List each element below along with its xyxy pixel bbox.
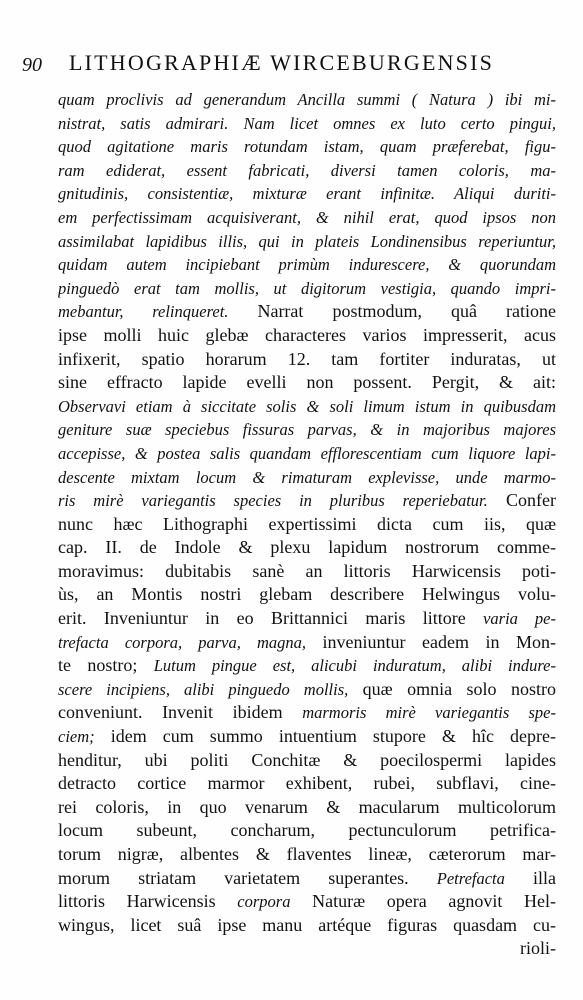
roman-text-segment: morum striatam varietatem superantes. — [58, 867, 437, 888]
text-line — [58, 654, 556, 678]
roman-text-segment: nunc hæc Lithographi expertissimi dicta cum iis, quæ — [58, 513, 556, 534]
roman-text-segment: infixerit, spatio horarum 12. tam fortiter induratas, ut — [58, 348, 556, 369]
text-line — [58, 631, 556, 655]
italic-text-segment: corpora — [237, 892, 291, 912]
roman-text-segment: moravimus: dubitabis sanè an littoris Harwicensis poti- — [58, 560, 556, 581]
text-line — [58, 135, 556, 159]
text-line — [58, 88, 556, 112]
text-line — [58, 937, 556, 961]
text-line — [58, 159, 556, 183]
text-line — [58, 418, 556, 442]
text-line — [58, 749, 556, 773]
roman-text-segment: te nostro; — [58, 655, 154, 676]
roman-text-segment: detracto cortice marmor exhibent, rubei, subflavi, cine- — [58, 773, 556, 794]
roman-text-segment: ipse molli huic glebæ characteres varios impresserit, acus — [58, 324, 556, 345]
text-line — [58, 772, 556, 796]
text-line — [58, 607, 556, 631]
roman-text-segment: rei coloris, in quo venarum & macularum multicolorum — [58, 796, 556, 817]
text-line — [58, 796, 556, 820]
text-line — [58, 513, 556, 537]
body-text — [58, 88, 556, 961]
text-line — [58, 489, 556, 513]
italic-text-segment: marmoris mirè variegantis spe- — [302, 703, 556, 723]
italic-text-segment: descente mixtam locum & rimaturam explevisse, unde marmo- — [58, 467, 556, 487]
roman-text-segment: conveniunt. Invenit ibidem — [58, 702, 303, 723]
text-line — [58, 324, 556, 348]
text-line — [58, 182, 556, 206]
page-header — [22, 50, 567, 78]
text-line — [58, 442, 556, 466]
roman-text-segment: Naturæ opera agnovit Hel- — [290, 891, 556, 912]
roman-text-segment: inveniuntur eadem in Mon- — [306, 631, 556, 652]
roman-text-segment: illa — [504, 867, 556, 888]
roman-text-segment: Confer — [487, 490, 556, 511]
roman-text-segment: quæ omnia solo nostro — [348, 678, 556, 699]
italic-text-segment: quam proclivis ad generandum Ancilla summi ( Natura ) ibi mi- — [58, 90, 556, 109]
roman-text-segment: torum nigræ, albentes & flaventes lineæ, cæterorum mar- — [58, 844, 556, 864]
roman-text-segment: Narrat postmodum, quâ ratione — [228, 301, 556, 322]
text-line — [58, 395, 556, 419]
text-line — [58, 843, 556, 867]
text-line — [58, 348, 556, 372]
italic-text-segment: scere incipiens, alibi pinguedo mollis, — [58, 679, 349, 699]
running-title: LITHOGRAPHIÆ WIRCEBURGENSIS — [69, 50, 495, 75]
roman-text-segment: erit. Inveniuntur in eo Brittannici maris littore — [58, 608, 484, 629]
roman-text-segment: ùs, an Montis nostri glebam describere Helwingus volu- — [58, 584, 556, 605]
text-line — [58, 867, 556, 891]
italic-text-segment: trefacta corpora, parva, magna, — [58, 632, 307, 652]
text-line — [58, 819, 556, 843]
roman-text-segment: wingus, licet suâ ipse manu artéque figuras quasdam cu- — [58, 914, 556, 935]
text-line — [58, 466, 556, 490]
italic-text-segment: nistrat, satis admirari. Nam licet omnes ex luto certo pingui, — [58, 113, 556, 133]
text-line — [58, 725, 556, 749]
italic-text-segment: geniture suæ speciebus fissuras parvas, & in majoribus majores — [58, 420, 556, 440]
italic-text-segment: varia pe- — [483, 609, 556, 629]
italic-text-segment: mebantur, relinqueret. — [58, 302, 229, 322]
text-line — [58, 253, 556, 277]
italic-text-segment: ram ediderat, essent fabricati, diversi tamen coloris, ma- — [58, 160, 556, 180]
italic-text-segment: ris mirè variegantis species in pluribus reperiebatur. — [58, 491, 488, 511]
italic-text-segment: accepisse, & postea salis quandam efflorescentiam cum liquore lapi- — [58, 443, 556, 463]
italic-text-segment: Lutum pingue est, alicubi induratum, alibi indure- — [153, 656, 556, 676]
text-line — [58, 371, 556, 395]
text-line — [58, 560, 556, 584]
roman-text-segment: sine effracto lapide evelli non possent. Pergit, & ait: — [58, 372, 556, 393]
italic-text-segment: gnitudinis, consistentiæ, mixturæ erant infinitæ. Aliqui duriti- — [58, 184, 556, 204]
italic-text-segment: pinguedò erat tam mollis, ut digitorum vestigia, quando impri- — [58, 278, 556, 298]
roman-text-segment: rioli- — [520, 938, 556, 959]
italic-text-segment: Observavi etiam à siccitate solis & soli limum istum in quibusdam — [58, 396, 556, 416]
roman-text-segment: littoris Harwicensis — [58, 891, 238, 912]
italic-text-segment: Petrefacta — [436, 868, 505, 888]
italic-text-segment: em perfectissimam acquisiverant, & nihil erat, quod ipsos non — [58, 207, 556, 227]
text-line — [58, 890, 556, 914]
text-line — [58, 536, 556, 560]
text-line — [58, 277, 556, 301]
roman-text-segment: locum subeunt, concharum, pectunculorum petrifica- — [58, 820, 556, 841]
text-line — [58, 583, 556, 607]
italic-text-segment: assimilabat lapidibus illis, qui in plateis Londinensibus reperiuntur, — [58, 231, 556, 251]
text-line — [58, 112, 556, 136]
italic-text-segment: quidam autem incipiebant primùm indurescere, & quorundam — [58, 255, 556, 275]
italic-text-segment: quod agitatione maris rotundam istam, quam præferebat, figu- — [58, 137, 556, 157]
roman-text-segment: henditur, ubi politi Conchitæ & poecilospermi lapides — [58, 749, 556, 770]
text-line — [58, 701, 556, 725]
text-line — [58, 300, 556, 324]
text-line — [58, 678, 556, 702]
roman-text-segment: idem cum summo intuentium stupore & hîc depre- — [94, 726, 556, 747]
italic-text-segment: ciem; — [58, 727, 95, 747]
text-line — [58, 206, 556, 230]
roman-text-segment: cap. II. de Indole & plexu lapidum nostrorum comme- — [58, 537, 556, 558]
text-line — [58, 230, 556, 254]
text-line — [58, 914, 556, 938]
page-number: 90 — [22, 54, 42, 76]
